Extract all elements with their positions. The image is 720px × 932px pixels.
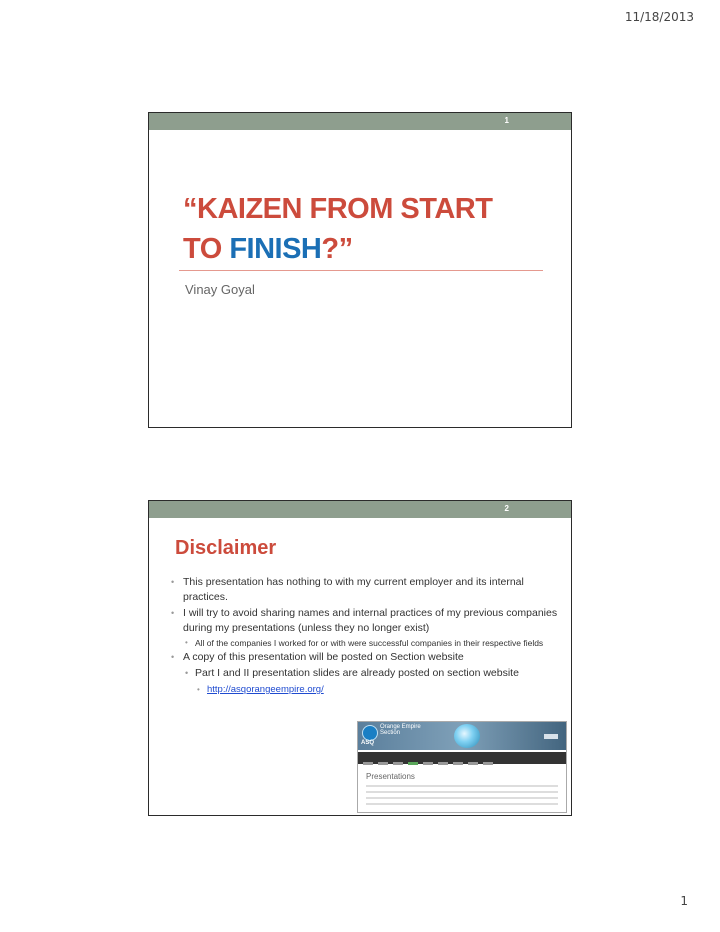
slide-number: 1 xyxy=(504,116,509,125)
screenshot-table-row xyxy=(366,785,558,787)
slide-1 xyxy=(148,112,572,428)
org-line-2: Section xyxy=(380,730,401,736)
title-finish: FINISH xyxy=(229,233,322,265)
slide-title xyxy=(183,189,492,269)
screenshot-table-row xyxy=(366,803,558,805)
page-date: 11/18/2013 xyxy=(624,10,694,24)
banner-badge-icon xyxy=(544,734,558,739)
screenshot-nav-bar xyxy=(358,752,566,764)
slide-title: Disclaimer xyxy=(175,537,277,559)
slide-2 xyxy=(148,500,572,816)
section-website-link[interactable]: http://asqorangeempire.org/ xyxy=(207,684,324,695)
slide-number: 2 xyxy=(504,504,509,513)
title-line-1: “KAIZEN FROM START xyxy=(183,193,493,225)
slide-header-bar xyxy=(149,501,571,518)
sub-bullet-item: • All of the companies I worked for or with were successful companies in their respective fields xyxy=(169,637,559,649)
title-divider xyxy=(179,270,543,271)
asq-label: ASQ xyxy=(361,740,375,746)
sub-bullet-item: • Part I and II presentation slides are already posted on section website xyxy=(169,666,559,681)
bullet-item: • I will try to avoid sharing names and internal practices of my previous companies during my presentations (unless they no longer exist) xyxy=(169,606,559,636)
org-line-1: Orange Empire xyxy=(380,724,421,730)
bullet-list xyxy=(169,575,559,698)
slide-header-bar xyxy=(149,113,571,130)
screenshot-heading: Presentations xyxy=(366,772,415,781)
screenshot-table-row xyxy=(366,797,558,799)
bullet-item: • A copy of this presentation will be posted on Section website xyxy=(169,650,559,665)
globe-icon xyxy=(454,724,480,748)
title-to: TO xyxy=(183,233,230,265)
screenshot-banner xyxy=(358,722,566,750)
asq-logo-icon xyxy=(362,725,378,741)
page-number: 1 xyxy=(680,894,688,908)
presenter-name: Vinay Goyal xyxy=(185,282,255,297)
screenshot-table-row xyxy=(366,791,558,793)
website-screenshot xyxy=(357,721,567,813)
title-line-2 xyxy=(183,229,492,269)
title-end: ?” xyxy=(321,233,353,265)
section-name xyxy=(380,724,421,736)
bullet-item: • This presentation has nothing to with my current employer and its internal practices. xyxy=(169,575,559,605)
sub-sub-bullet-item xyxy=(169,682,559,697)
